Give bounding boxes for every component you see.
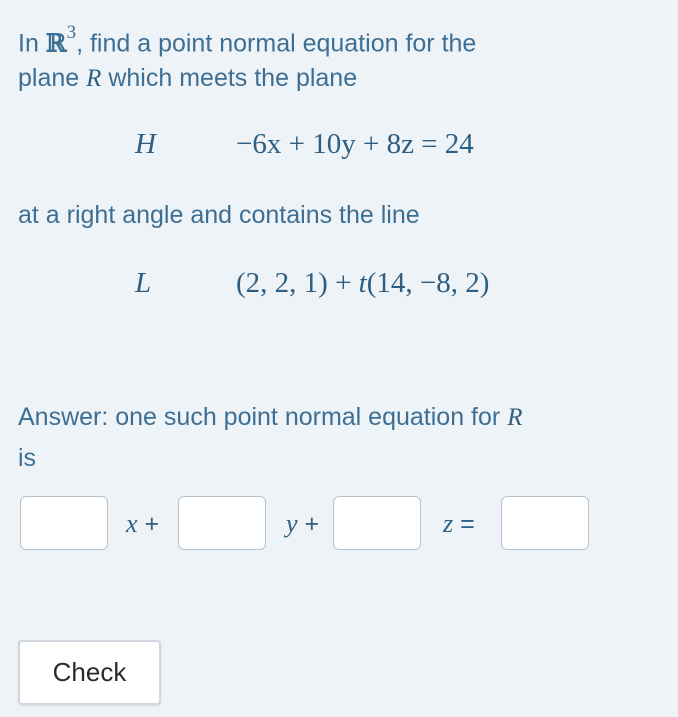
question-line-2 [18, 63, 357, 94]
plane-name: H [135, 128, 156, 160]
answer-plane-variable: R [507, 404, 523, 431]
answer-prompt: Answer: one such point normal equation for R [18, 403, 523, 431]
y-term-label: y + [286, 509, 320, 538]
rhs-constant-input[interactable] [501, 496, 589, 550]
question-line-3: at a right angle and contains the line [18, 201, 420, 229]
space-exponent: 3 [66, 22, 77, 43]
z-term-label: z = [443, 509, 475, 538]
plane-variable: R [86, 65, 102, 92]
question-text: In [18, 29, 46, 58]
line-point: (2, 2, 1) + [236, 267, 359, 299]
x-coefficient-input[interactable] [20, 496, 108, 550]
line-direction: (14, −8, 2) [366, 267, 490, 299]
check-button-label: Check [52, 657, 127, 687]
line-name: L [135, 267, 152, 299]
question-text: plane [18, 64, 87, 92]
line-equation [236, 267, 489, 300]
z-coefficient-input[interactable] [333, 496, 421, 550]
question-line-1 [18, 22, 476, 58]
real-space-symbol: ℝ [45, 28, 67, 58]
plane-equation: −6x + 10y + 8z = 24 [236, 128, 474, 160]
question-text: which meets the plane [101, 64, 358, 92]
y-coefficient-input[interactable] [178, 496, 266, 550]
question-text: , find a point normal equation for the [76, 29, 477, 58]
x-term-label: x + [126, 509, 160, 538]
answer-prompt-is: is [18, 444, 37, 472]
check-button[interactable] [18, 640, 161, 705]
line-parameter: t [358, 267, 367, 299]
answer-equation-row [20, 496, 660, 554]
